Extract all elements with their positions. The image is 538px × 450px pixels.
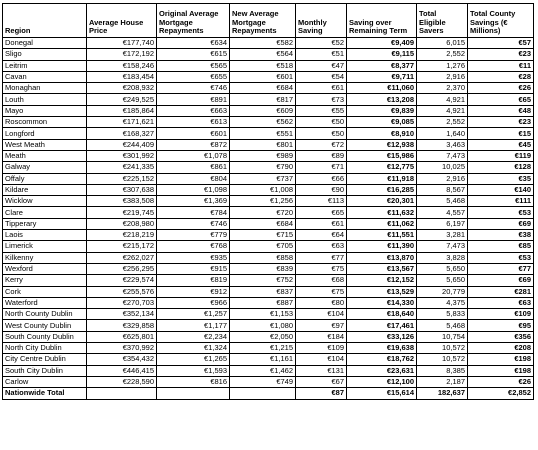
table-row (3, 309, 534, 320)
cell-new-mortgage: €1,161 (230, 354, 296, 365)
cell-region: Cork (3, 286, 87, 297)
cell-avg-price (87, 388, 157, 399)
cell-avg-price: €255,576 (87, 286, 157, 297)
cell-saving-remaining: €8,377 (347, 60, 417, 71)
header-county-savings: Total County Savings (€ Millions) (468, 4, 534, 38)
cell-eligible-savers: 2,916 (417, 71, 468, 82)
cell-saving-remaining: €9,085 (347, 117, 417, 128)
table-row (3, 230, 534, 241)
cell-monthly-saving: €109 (296, 343, 347, 354)
cell-eligible-savers: 2,187 (417, 376, 468, 387)
cell-county-savings: €198 (468, 365, 534, 376)
cell-new-mortgage: €705 (230, 241, 296, 252)
cell-avg-price: €270,703 (87, 297, 157, 308)
cell-eligible-savers: 4,557 (417, 207, 468, 218)
table-body (3, 38, 534, 400)
cell-eligible-savers: 4,921 (417, 105, 468, 116)
cell-region: West County Dublin (3, 320, 87, 331)
table-row (3, 376, 534, 387)
cell-county-savings: €23 (468, 117, 534, 128)
cell-eligible-savers: 7,473 (417, 241, 468, 252)
cell-orig-mortgage: €746 (157, 218, 230, 229)
table-row (3, 365, 534, 376)
cell-new-mortgage: €1,215 (230, 343, 296, 354)
cell-county-savings: €198 (468, 354, 534, 365)
cell-region: South County Dublin (3, 331, 87, 342)
cell-region: Nationwide Total (3, 388, 87, 399)
cell-orig-mortgage: €601 (157, 128, 230, 139)
cell-monthly-saving: €71 (296, 162, 347, 173)
cell-county-savings: €119 (468, 150, 534, 161)
cell-county-savings: €53 (468, 252, 534, 263)
cell-avg-price: €262,027 (87, 252, 157, 263)
table-row (3, 196, 534, 207)
cell-orig-mortgage (157, 388, 230, 399)
cell-saving-remaining: €18,762 (347, 354, 417, 365)
table-row (3, 83, 534, 94)
cell-eligible-savers: 3,463 (417, 139, 468, 150)
cell-saving-remaining: €16,285 (347, 184, 417, 195)
table-row (3, 207, 534, 218)
cell-orig-mortgage: €1,265 (157, 354, 230, 365)
cell-saving-remaining: €11,390 (347, 241, 417, 252)
cell-region: Kilkenny (3, 252, 87, 263)
cell-monthly-saving: €67 (296, 376, 347, 387)
cell-new-mortgage: €737 (230, 173, 296, 184)
cell-avg-price: €446,415 (87, 365, 157, 376)
cell-avg-price: €354,432 (87, 354, 157, 365)
cell-region: Longford (3, 128, 87, 139)
cell-region: Donegal (3, 38, 87, 49)
cell-orig-mortgage: €1,257 (157, 309, 230, 320)
cell-region: Clare (3, 207, 87, 218)
cell-new-mortgage: €1,462 (230, 365, 296, 376)
cell-saving-remaining: €11,060 (347, 83, 417, 94)
cell-avg-price: €249,525 (87, 94, 157, 105)
cell-new-mortgage: €989 (230, 150, 296, 161)
cell-county-savings: €26 (468, 376, 534, 387)
table-row (3, 105, 534, 116)
cell-region: Limerick (3, 241, 87, 252)
cell-region: South City Dublin (3, 365, 87, 376)
cell-avg-price: €228,590 (87, 376, 157, 387)
cell-eligible-savers: 5,468 (417, 320, 468, 331)
cell-region: Meath (3, 150, 87, 161)
cell-eligible-savers: 8,567 (417, 184, 468, 195)
table-row (3, 150, 534, 161)
cell-monthly-saving: €52 (296, 38, 347, 49)
cell-monthly-saving: €68 (296, 275, 347, 286)
cell-saving-remaining: €11,632 (347, 207, 417, 218)
cell-new-mortgage: €518 (230, 60, 296, 71)
cell-eligible-savers: 6,197 (417, 218, 468, 229)
cell-eligible-savers: 10,025 (417, 162, 468, 173)
cell-county-savings: €65 (468, 94, 534, 105)
cell-county-savings: €85 (468, 241, 534, 252)
cell-orig-mortgage: €891 (157, 94, 230, 105)
cell-eligible-savers: 1,640 (417, 128, 468, 139)
cell-orig-mortgage: €915 (157, 263, 230, 274)
cell-county-savings: €15 (468, 128, 534, 139)
cell-eligible-savers: 1,276 (417, 60, 468, 71)
cell-monthly-saving: €61 (296, 83, 347, 94)
cell-orig-mortgage: €1,369 (157, 196, 230, 207)
cell-region: Wicklow (3, 196, 87, 207)
cell-eligible-savers: 3,828 (417, 252, 468, 263)
cell-monthly-saving: €77 (296, 252, 347, 263)
cell-eligible-savers: 10,572 (417, 343, 468, 354)
cell-new-mortgage: €887 (230, 297, 296, 308)
cell-saving-remaining: €19,638 (347, 343, 417, 354)
cell-orig-mortgage: €663 (157, 105, 230, 116)
cell-county-savings: €26 (468, 83, 534, 94)
cell-county-savings: €11 (468, 60, 534, 71)
cell-orig-mortgage: €779 (157, 230, 230, 241)
cell-county-savings: €63 (468, 297, 534, 308)
header-region: Region (3, 4, 87, 38)
cell-eligible-savers: 3,281 (417, 230, 468, 241)
cell-avg-price: €225,152 (87, 173, 157, 184)
cell-new-mortgage: €720 (230, 207, 296, 218)
cell-orig-mortgage: €861 (157, 162, 230, 173)
table-row (3, 117, 534, 128)
cell-county-savings: €109 (468, 309, 534, 320)
cell-monthly-saving: €66 (296, 173, 347, 184)
cell-orig-mortgage: €565 (157, 60, 230, 71)
cell-avg-price: €229,574 (87, 275, 157, 286)
table-row (3, 173, 534, 184)
cell-county-savings: €35 (468, 173, 534, 184)
cell-saving-remaining: €13,208 (347, 94, 417, 105)
cell-region: West Meath (3, 139, 87, 150)
cell-region: Roscommon (3, 117, 87, 128)
cell-avg-price: €329,858 (87, 320, 157, 331)
table-row (3, 184, 534, 195)
cell-new-mortgage: €837 (230, 286, 296, 297)
cell-eligible-savers: 5,650 (417, 263, 468, 274)
cell-region: Kildare (3, 184, 87, 195)
cell-saving-remaining: €15,614 (347, 388, 417, 399)
cell-monthly-saving: €72 (296, 139, 347, 150)
cell-orig-mortgage: €634 (157, 38, 230, 49)
table-row (3, 60, 534, 71)
cell-orig-mortgage: €1,078 (157, 150, 230, 161)
cell-region: City Centre Dublin (3, 354, 87, 365)
cell-saving-remaining: €9,839 (347, 105, 417, 116)
cell-region: North County Dublin (3, 309, 87, 320)
cell-saving-remaining: €9,711 (347, 71, 417, 82)
header-orig-mortgage: Original Average Mortgage Repayments (157, 4, 230, 38)
cell-saving-remaining: €33,126 (347, 331, 417, 342)
cell-avg-price: €256,295 (87, 263, 157, 274)
cell-monthly-saving: €104 (296, 354, 347, 365)
cell-eligible-savers: 4,921 (417, 94, 468, 105)
cell-monthly-saving: €104 (296, 309, 347, 320)
table-row (3, 286, 534, 297)
cell-eligible-savers: 10,754 (417, 331, 468, 342)
table-row (3, 94, 534, 105)
cell-region: Laois (3, 230, 87, 241)
cell-avg-price: €208,932 (87, 83, 157, 94)
cell-eligible-savers: 182,637 (417, 388, 468, 399)
cell-monthly-saving: €50 (296, 128, 347, 139)
cell-new-mortgage: €684 (230, 83, 296, 94)
cell-orig-mortgage: €816 (157, 376, 230, 387)
cell-saving-remaining: €9,115 (347, 49, 417, 60)
table-row (3, 241, 534, 252)
cell-county-savings: €140 (468, 184, 534, 195)
cell-region: Carlow (3, 376, 87, 387)
cell-county-savings: €128 (468, 162, 534, 173)
cell-region: Monaghan (3, 83, 87, 94)
cell-monthly-saving: €75 (296, 263, 347, 274)
cell-orig-mortgage: €935 (157, 252, 230, 263)
cell-new-mortgage: €790 (230, 162, 296, 173)
cell-eligible-savers: 6,015 (417, 38, 468, 49)
cell-saving-remaining: €15,986 (347, 150, 417, 161)
cell-eligible-savers: 2,552 (417, 117, 468, 128)
table-row (3, 49, 534, 60)
cell-eligible-savers: 2,916 (417, 173, 468, 184)
cell-monthly-saving: €75 (296, 286, 347, 297)
cell-saving-remaining: €11,918 (347, 173, 417, 184)
cell-county-savings: €111 (468, 196, 534, 207)
cell-eligible-savers: 7,473 (417, 150, 468, 161)
cell-county-savings: €57 (468, 38, 534, 49)
cell-orig-mortgage: €615 (157, 49, 230, 60)
cell-eligible-savers: 8,385 (417, 365, 468, 376)
cell-orig-mortgage: €613 (157, 117, 230, 128)
cell-new-mortgage: €2,050 (230, 331, 296, 342)
header-eligible-savers: Total Eligible Savers (417, 4, 468, 38)
total-row (3, 388, 534, 399)
cell-new-mortgage: €715 (230, 230, 296, 241)
cell-avg-price: €244,409 (87, 139, 157, 150)
cell-monthly-saving: €90 (296, 184, 347, 195)
cell-county-savings: €38 (468, 230, 534, 241)
table-row (3, 331, 534, 342)
cell-avg-price: €177,740 (87, 38, 157, 49)
cell-avg-price: €172,192 (87, 49, 157, 60)
cell-new-mortgage: €749 (230, 376, 296, 387)
cell-avg-price: €218,219 (87, 230, 157, 241)
cell-eligible-savers: 2,370 (417, 83, 468, 94)
cell-saving-remaining: €20,301 (347, 196, 417, 207)
header-avg-price: Average House Price (87, 4, 157, 38)
cell-saving-remaining: €12,100 (347, 376, 417, 387)
cell-orig-mortgage: €1,324 (157, 343, 230, 354)
cell-region: Offaly (3, 173, 87, 184)
cell-orig-mortgage: €804 (157, 173, 230, 184)
table-row (3, 354, 534, 365)
cell-monthly-saving: €97 (296, 320, 347, 331)
cell-orig-mortgage: €2,234 (157, 331, 230, 342)
cell-region: Mayo (3, 105, 87, 116)
table-row (3, 38, 534, 49)
cell-monthly-saving: €51 (296, 49, 347, 60)
cell-orig-mortgage: €912 (157, 286, 230, 297)
cell-new-mortgage: €858 (230, 252, 296, 263)
cell-region: Louth (3, 94, 87, 105)
table-row (3, 343, 534, 354)
table-row (3, 128, 534, 139)
cell-saving-remaining: €17,461 (347, 320, 417, 331)
cell-county-savings: €48 (468, 105, 534, 116)
cell-new-mortgage: €582 (230, 38, 296, 49)
cell-avg-price: €307,638 (87, 184, 157, 195)
cell-saving-remaining: €14,330 (347, 297, 417, 308)
cell-eligible-savers: 2,552 (417, 49, 468, 60)
cell-region: Tipperary (3, 218, 87, 229)
cell-region: North City Dublin (3, 343, 87, 354)
cell-saving-remaining: €8,910 (347, 128, 417, 139)
cell-county-savings: €356 (468, 331, 534, 342)
cell-saving-remaining: €23,631 (347, 365, 417, 376)
cell-county-savings: €23 (468, 49, 534, 60)
cell-avg-price: €352,134 (87, 309, 157, 320)
cell-saving-remaining: €12,775 (347, 162, 417, 173)
cell-new-mortgage: €1,153 (230, 309, 296, 320)
cell-region: Galway (3, 162, 87, 173)
cell-saving-remaining: €18,640 (347, 309, 417, 320)
cell-saving-remaining: €13,529 (347, 286, 417, 297)
cell-avg-price: €158,246 (87, 60, 157, 71)
cell-avg-price: €301,992 (87, 150, 157, 161)
header-saving-remaining: Saving over Remaining Term (347, 4, 417, 38)
table-row (3, 297, 534, 308)
cell-eligible-savers: 5,650 (417, 275, 468, 286)
cell-new-mortgage: €609 (230, 105, 296, 116)
cell-new-mortgage: €1,080 (230, 320, 296, 331)
cell-monthly-saving: €64 (296, 230, 347, 241)
cell-avg-price: €383,508 (87, 196, 157, 207)
cell-monthly-saving: €50 (296, 117, 347, 128)
cell-county-savings: €208 (468, 343, 534, 354)
header-row (3, 4, 534, 38)
cell-monthly-saving: €47 (296, 60, 347, 71)
cell-saving-remaining: €9,409 (347, 38, 417, 49)
cell-county-savings: €53 (468, 207, 534, 218)
cell-orig-mortgage: €655 (157, 71, 230, 82)
cell-county-savings: €69 (468, 275, 534, 286)
cell-region: Waterford (3, 297, 87, 308)
cell-eligible-savers: 20,779 (417, 286, 468, 297)
cell-eligible-savers: 10,572 (417, 354, 468, 365)
cell-new-mortgage: €839 (230, 263, 296, 274)
cell-saving-remaining: €11,062 (347, 218, 417, 229)
cell-monthly-saving: €65 (296, 207, 347, 218)
cell-monthly-saving: €55 (296, 105, 347, 116)
cell-orig-mortgage: €1,593 (157, 365, 230, 376)
cell-county-savings: €69 (468, 218, 534, 229)
table-row (3, 218, 534, 229)
cell-new-mortgage (230, 388, 296, 399)
cell-avg-price: €185,864 (87, 105, 157, 116)
cell-new-mortgage: €562 (230, 117, 296, 128)
cell-monthly-saving: €184 (296, 331, 347, 342)
cell-saving-remaining: €12,152 (347, 275, 417, 286)
cell-eligible-savers: 4,375 (417, 297, 468, 308)
cell-region: Leitrim (3, 60, 87, 71)
cell-new-mortgage: €1,256 (230, 196, 296, 207)
cell-avg-price: €171,621 (87, 117, 157, 128)
cell-avg-price: €370,992 (87, 343, 157, 354)
cell-monthly-saving: €131 (296, 365, 347, 376)
cell-orig-mortgage: €768 (157, 241, 230, 252)
cell-orig-mortgage: €872 (157, 139, 230, 150)
cell-county-savings: €77 (468, 263, 534, 274)
cell-monthly-saving: €89 (296, 150, 347, 161)
table-row (3, 71, 534, 82)
cell-monthly-saving: €61 (296, 218, 347, 229)
cell-county-savings: €2,852 (468, 388, 534, 399)
cell-new-mortgage: €1,008 (230, 184, 296, 195)
cell-new-mortgage: €752 (230, 275, 296, 286)
cell-saving-remaining: €11,551 (347, 230, 417, 241)
cell-orig-mortgage: €966 (157, 297, 230, 308)
cell-monthly-saving: €80 (296, 297, 347, 308)
cell-county-savings: €45 (468, 139, 534, 150)
cell-county-savings: €28 (468, 71, 534, 82)
cell-eligible-savers: 5,468 (417, 196, 468, 207)
cell-monthly-saving: €73 (296, 94, 347, 105)
cell-county-savings: €281 (468, 286, 534, 297)
cell-saving-remaining: €13,567 (347, 263, 417, 274)
cell-new-mortgage: €551 (230, 128, 296, 139)
cell-region: Cavan (3, 71, 87, 82)
cell-avg-price: €208,980 (87, 218, 157, 229)
cell-saving-remaining: €12,938 (347, 139, 417, 150)
cell-monthly-saving: €87 (296, 388, 347, 399)
cell-region: Wexford (3, 263, 87, 274)
table-row (3, 252, 534, 263)
cell-region: Kerry (3, 275, 87, 286)
cell-eligible-savers: 5,833 (417, 309, 468, 320)
cell-saving-remaining: €13,870 (347, 252, 417, 263)
cell-orig-mortgage: €784 (157, 207, 230, 218)
cell-orig-mortgage: €1,098 (157, 184, 230, 195)
cell-monthly-saving: €54 (296, 71, 347, 82)
savings-table (2, 3, 534, 400)
cell-new-mortgage: €601 (230, 71, 296, 82)
table-row (3, 275, 534, 286)
cell-avg-price: €183,454 (87, 71, 157, 82)
cell-new-mortgage: €564 (230, 49, 296, 60)
table-row (3, 162, 534, 173)
cell-avg-price: €219,745 (87, 207, 157, 218)
cell-orig-mortgage: €1,177 (157, 320, 230, 331)
cell-orig-mortgage: €819 (157, 275, 230, 286)
table-row (3, 263, 534, 274)
header-new-mortgage: New Average Mortgage Repayments (230, 4, 296, 38)
header-monthly-saving: Monthly Saving (296, 4, 347, 38)
cell-region: Sligo (3, 49, 87, 60)
cell-monthly-saving: €63 (296, 241, 347, 252)
cell-orig-mortgage: €746 (157, 83, 230, 94)
table-row (3, 139, 534, 150)
table-row (3, 320, 534, 331)
cell-avg-price: €168,327 (87, 128, 157, 139)
cell-county-savings: €95 (468, 320, 534, 331)
cell-avg-price: €625,801 (87, 331, 157, 342)
cell-new-mortgage: €817 (230, 94, 296, 105)
cell-monthly-saving: €113 (296, 196, 347, 207)
cell-avg-price: €241,335 (87, 162, 157, 173)
cell-avg-price: €215,172 (87, 241, 157, 252)
cell-new-mortgage: €801 (230, 139, 296, 150)
cell-new-mortgage: €684 (230, 218, 296, 229)
